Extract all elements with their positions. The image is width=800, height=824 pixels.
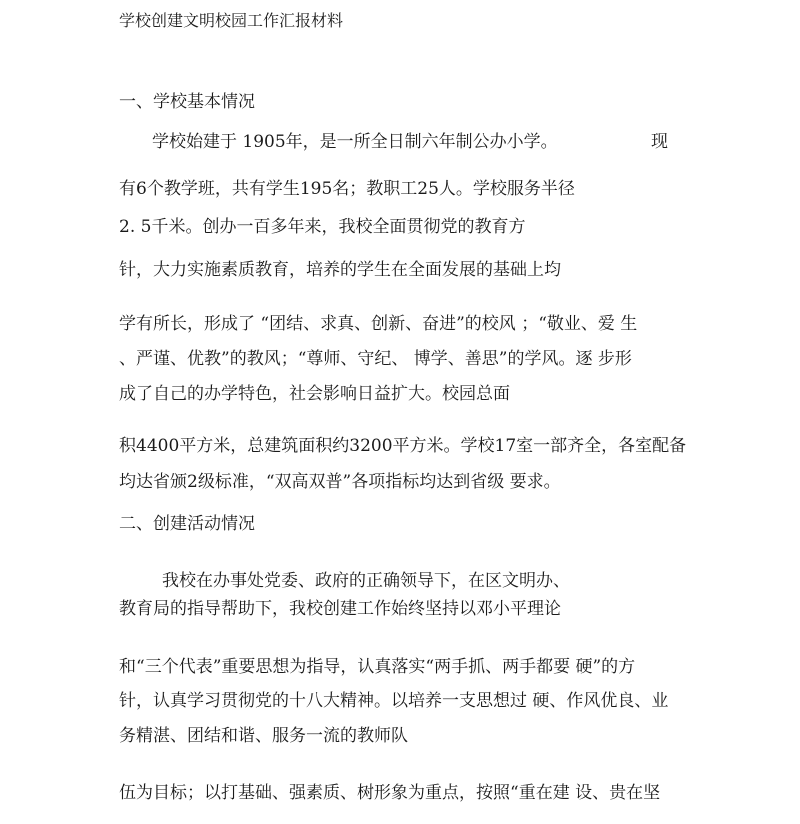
paragraph-line: 、严谨、优教”的教风；“尊师、守纪、 博学、善思”的学风。逐 步形 (119, 349, 632, 369)
section-heading-2: 二、创建活动情况 (119, 514, 255, 534)
paragraph-line: 2. 5千米。创办一百多年来，我校全面贯彻党的教育方 (119, 217, 526, 237)
paragraph-line: 学校始建于 1905年，是一所全日制六年制公办小学。 (152, 132, 558, 152)
paragraph-line: 有6个教学班，共有学生195名；教职工25人。学校服务半径 (119, 179, 575, 199)
paragraph-line: 针，认真学习贯彻党的十八大精神。以培养一支思想过 硬、作风优良、业 (119, 691, 669, 711)
paragraph-line: 成了自己的办学特色，社会影响日益扩大。校园总面 (119, 384, 510, 404)
paragraph-line: 伍为目标；以打基础、强素质、树形象为重点，按照“重在建 设、贵在坚 (119, 783, 661, 803)
paragraph-line: 我校在办事处党委、政府的正确领导下，在区文明办、 (162, 571, 570, 591)
paragraph-line: 务精湛、团结和谐、服务一流的教师队 (119, 726, 408, 746)
paragraph-line: 均达省颁2级标准，“双高双普”各项指标均达到省级 要求。 (119, 472, 561, 492)
paragraph-line: 针，大力实施素质教育，培养的学生在全面发展的基础上均 (119, 260, 561, 280)
paragraph-line: 和“三个代表”重要思想为指导，认真落实“两手抓、两手都要 硬”的方 (119, 657, 636, 677)
paragraph-line: 现 (651, 132, 668, 152)
section-heading-1: 一、学校基本情况 (119, 92, 255, 112)
paragraph-line: 教育局的指导帮助下，我校创建工作始终坚持以邓小平理论 (119, 599, 561, 619)
paragraph-line: 积4400平方米，总建筑面积约3200平方米。学校17室一部齐全，各室配备 (119, 436, 687, 456)
document-title: 学校创建文明校园工作汇报材料 (119, 11, 344, 30)
paragraph-line: 学有所长，形成了 “团结、求真、创新、奋进”的校风 ；“敬业、爱 生 (119, 314, 638, 334)
